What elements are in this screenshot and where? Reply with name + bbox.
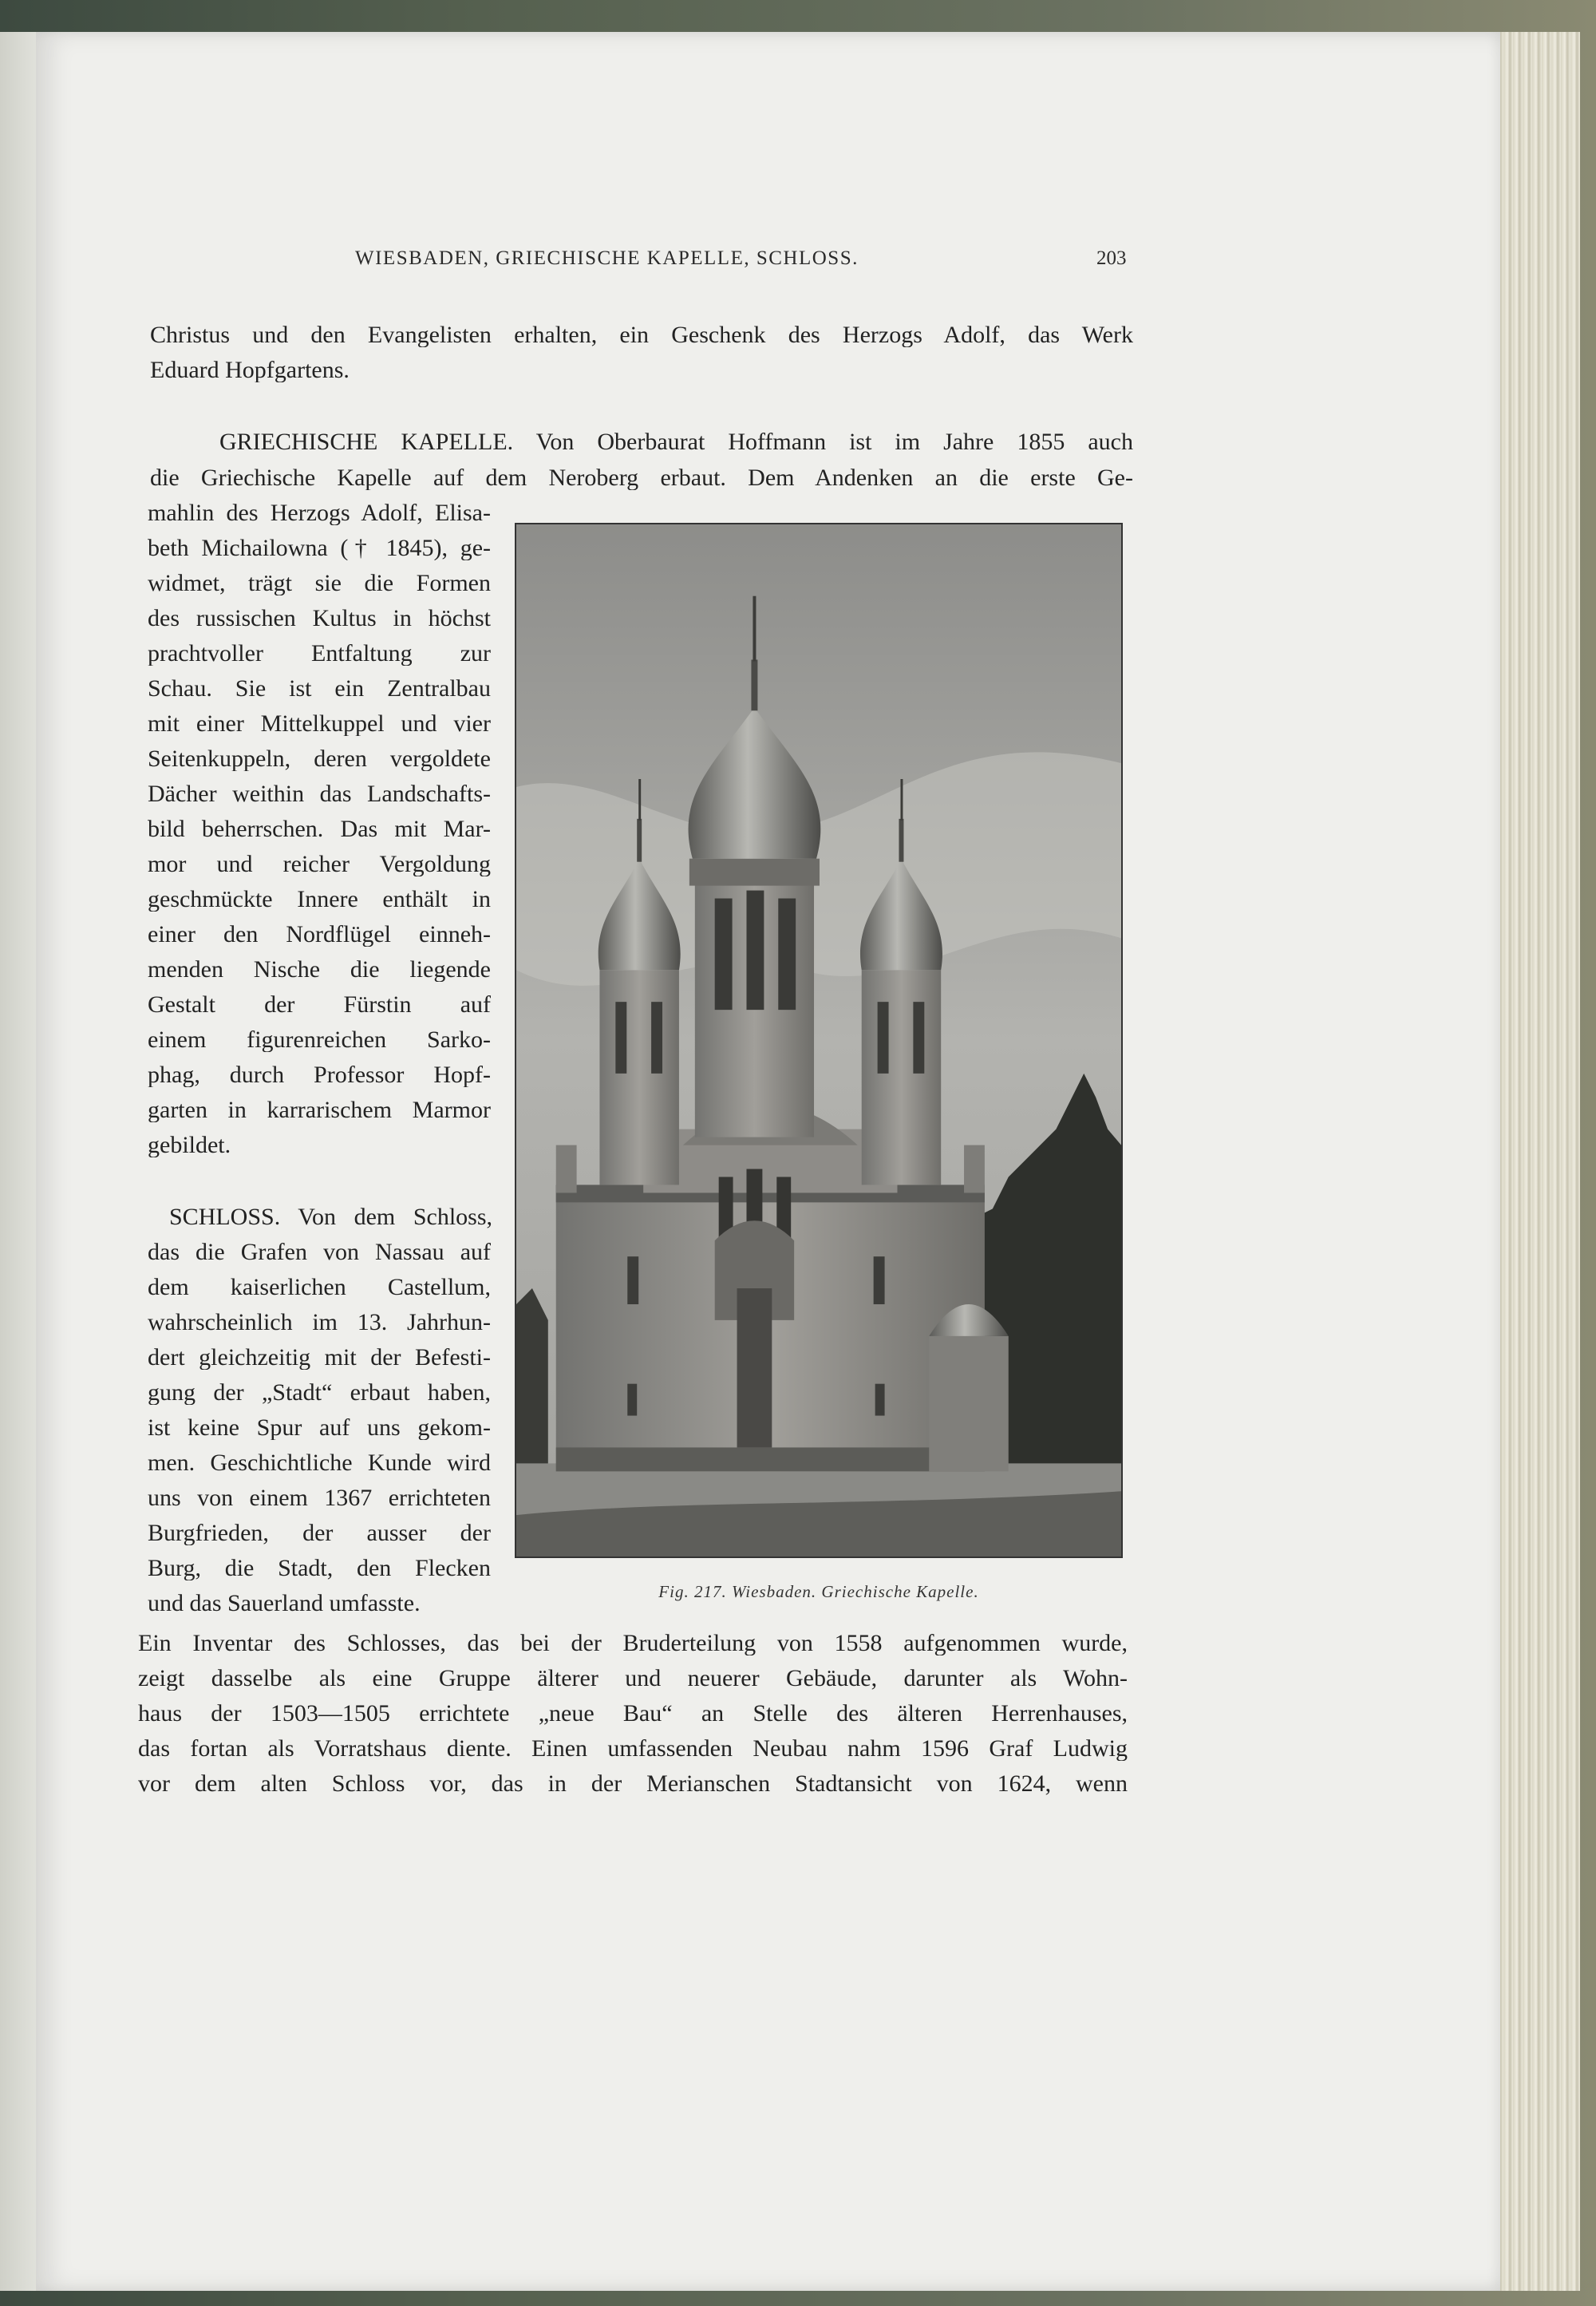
figure-caption: Fig. 217. Wiesbaden. Griechische Kapelle. — [658, 1582, 979, 1601]
text-line: einem figurenreichen Sarko- — [148, 1028, 491, 1052]
text-line: das fortan als Vorratshaus diente. Einen umfassenden Neubau nahm 1596 Graf Ludwig — [138, 1737, 1128, 1761]
section-heading-line: SCHLOSS. Von dem Schloss, — [169, 1205, 492, 1229]
text-line: zeigt dasselbe als eine Gruppe älterer und neuerer Gebäude, darunter als Wohn- — [138, 1667, 1128, 1691]
section-heading-line: GRIECHISCHE KAPELLE. Von Oberbaurat Hoffmann ist im Jahre 1855 auch — [219, 430, 1133, 454]
text-line: die Griechische Kapelle auf dem Neroberg erbaut. Dem Andenken an die erste Ge- — [150, 466, 1133, 490]
text-line: beth Michailowna († 1845), ge- — [148, 536, 491, 560]
text-line: das die Grafen von Nassau auf — [148, 1240, 491, 1264]
text-line: mahlin des Herzogs Adolf, Elisa- — [148, 501, 491, 525]
text-line: mor und reicher Vergoldung — [148, 852, 491, 876]
text-line: Eduard Hopfgartens. — [150, 358, 350, 382]
text-line: widmet, trägt sie die Formen — [148, 572, 491, 595]
text-line: einer den Nordflügel einneh- — [148, 923, 491, 947]
text-line: bild beherrschen. Das mit Mar- — [148, 817, 491, 841]
text-line: gebildet. — [148, 1133, 231, 1157]
text-line: Ein Inventar des Schlosses, das bei der Bruderteilung von 1558 aufgenommen wurde, — [138, 1632, 1128, 1655]
text-line: garten in karrarischem Marmor — [148, 1098, 491, 1122]
text-line: wahrscheinlich im 13. Jahrhun- — [148, 1311, 491, 1335]
figure-photo-chapel — [515, 523, 1123, 1558]
text-line: Seitenkuppeln, deren vergoldete — [148, 747, 491, 771]
text-line: dem kaiserlichen Castellum, — [148, 1276, 491, 1299]
page-number: 203 — [1096, 247, 1127, 269]
text-line: menden Nische die liegende — [148, 958, 491, 982]
text-line: Dächer weithin das Landschafts- — [148, 782, 491, 806]
running-header: WIESBADEN, GRIECHISCHE KAPELLE, SCHLOSS. — [355, 247, 859, 269]
text-line: des russischen Kultus in höchst — [148, 607, 491, 631]
text-line: dert gleichzeitig mit der Befesti- — [148, 1346, 491, 1370]
text-line: Christus und den Evangelisten erhalten, ein Geschenk des Herzogs Adolf, das Werk — [150, 323, 1133, 347]
text-line: Burg, die Stadt, den Flecken — [148, 1556, 491, 1580]
text-line: uns von einem 1367 errichteten — [148, 1486, 491, 1510]
text-line: und das Sauerland umfasste. — [148, 1592, 421, 1616]
text-line: vor dem alten Schloss vor, das in der Merianschen Stadtansicht von 1624, wenn — [138, 1772, 1128, 1796]
text-line: ist keine Spur auf uns gekom- — [148, 1416, 491, 1440]
text-line: haus der 1503—1505 errichtete „neue Bau“ an Stelle des älteren Herrenhauses, — [138, 1702, 1128, 1726]
text-line: phag, durch Professor Hopf- — [148, 1063, 491, 1087]
text-line: mit einer Mittelkuppel und vier — [148, 712, 491, 736]
text-line: geschmückte Innere enthält in — [148, 888, 491, 912]
text-line: Burgfrieden, der ausser der — [148, 1521, 491, 1545]
text-line: men. Geschichtliche Kunde wird — [148, 1451, 491, 1475]
text-line: Gestalt der Fürstin auf — [148, 993, 491, 1017]
text-line: gung der „Stadt“ erbaut haben, — [148, 1381, 491, 1405]
text-line: prachtvoller Entfaltung zur — [148, 642, 491, 666]
text-line: Schau. Sie ist ein Zentralbau — [148, 677, 491, 701]
